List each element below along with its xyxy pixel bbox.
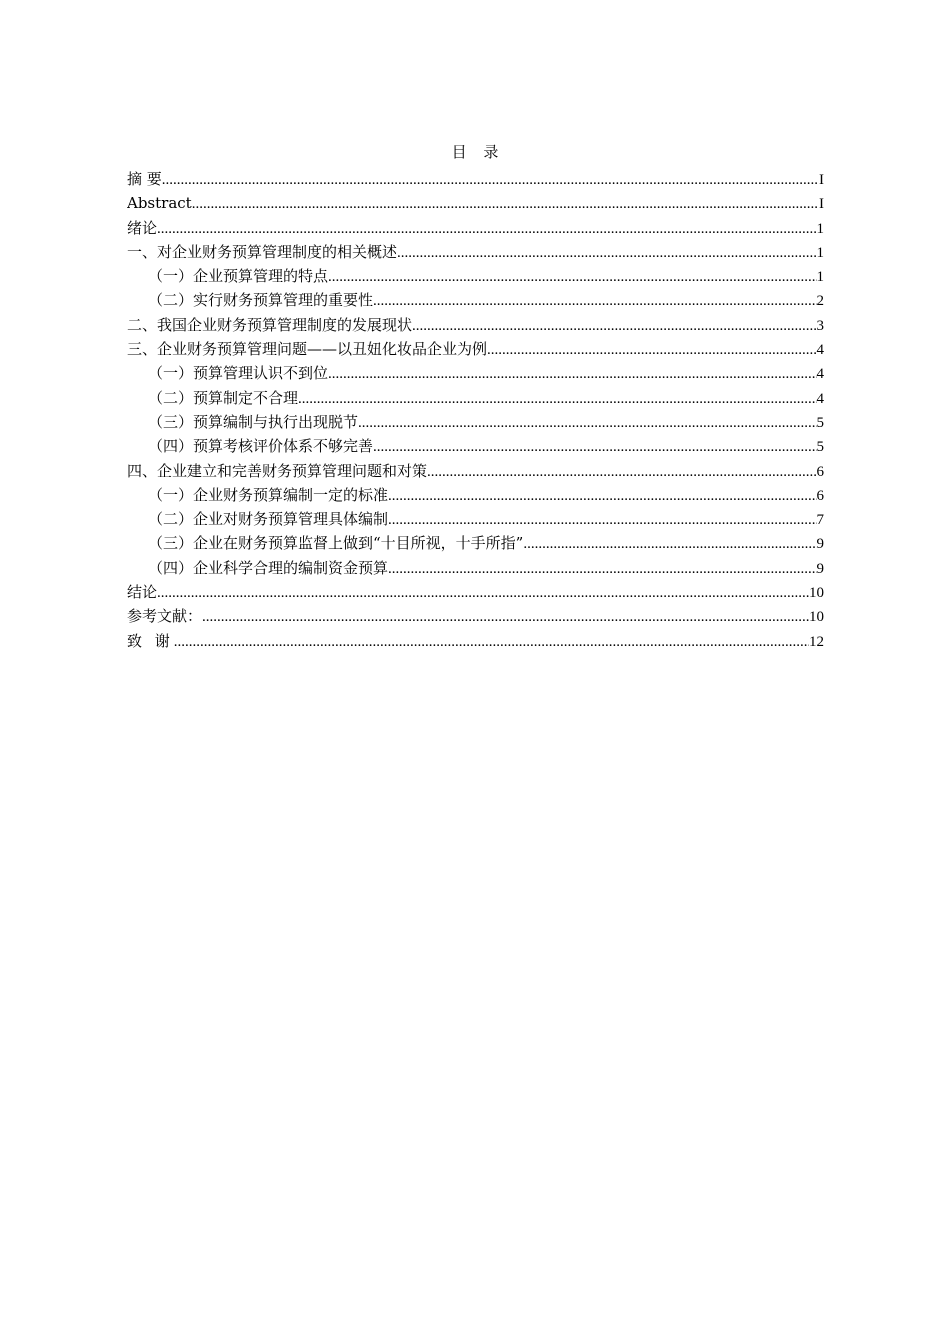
- toc-dot-leader: [157, 217, 816, 240]
- toc-title: 目 录: [451, 143, 505, 161]
- toc-entry-label: 三、企业财务预算管理问题——以丑妞化妆品企业为例: [127, 340, 488, 359]
- toc-dot-leader: [373, 289, 816, 312]
- toc-dot-leader: [298, 387, 816, 410]
- toc-entry-conclusion[interactable]: [127, 580, 824, 604]
- toc-dot-leader: [328, 265, 816, 288]
- toc-entry-page: 10: [809, 609, 824, 626]
- toc-entry-label: （一）企业预算管理的特点: [148, 267, 329, 286]
- toc-entry-page: 4: [816, 366, 824, 383]
- toc-entry-page: 9: [816, 560, 824, 577]
- toc-entry-page: 10: [809, 585, 824, 602]
- toc-dot-leader: [388, 508, 816, 531]
- toc-dot-leader: [397, 241, 816, 264]
- toc-entry-page: 1: [816, 269, 824, 286]
- toc-entry-section-4-3[interactable]: [127, 531, 824, 555]
- toc-entry-label: 一、对企业财务预算管理制度的相关概述: [127, 242, 398, 261]
- toc-entry-label: （一）企业财务预算编制一定的标准: [148, 485, 389, 504]
- toc-entry-section-4-1[interactable]: [127, 483, 824, 507]
- toc-entry-label: 二、我国企业财务预算管理制度的发展现状: [127, 315, 413, 334]
- toc-entry-page: 3: [816, 317, 824, 334]
- toc-entry-section-1-1[interactable]: [127, 264, 824, 288]
- toc-entry-page: 1: [816, 220, 824, 237]
- toc-dot-leader: [412, 314, 816, 337]
- toc-dot-leader: [427, 460, 816, 483]
- toc-entry-section-3-2[interactable]: [127, 386, 824, 410]
- toc-entry-references[interactable]: [127, 604, 824, 628]
- toc-entry-section-4-4[interactable]: [127, 556, 824, 580]
- toc-dot-leader: [487, 338, 816, 361]
- toc-dot-leader: [202, 605, 809, 628]
- toc-entry-page: I: [819, 172, 824, 188]
- toc-entry-label: （二）企业对财务预算管理具体编制: [148, 510, 389, 529]
- toc-entry-introduction[interactable]: [127, 216, 824, 240]
- toc-entry-label: 参考文献：: [127, 607, 203, 626]
- toc-dot-leader: [162, 168, 819, 191]
- toc-entry-label: （四）企业科学合理的编制资金预算: [148, 558, 389, 577]
- toc-entry-abstract-en[interactable]: [127, 191, 824, 215]
- toc-entry-section-3-3[interactable]: [127, 410, 824, 434]
- toc-entry-page: I: [819, 196, 824, 213]
- toc-entry-page: 6: [816, 463, 824, 480]
- toc-entry-label: Abstract: [127, 194, 192, 213]
- toc-entry-page: 2: [816, 293, 824, 310]
- toc-entry-section-1-2[interactable]: [127, 288, 824, 312]
- toc-entry-label: （四）预算考核评价体系不够完善: [148, 437, 374, 456]
- toc-entry-acknowledgements[interactable]: [127, 629, 824, 653]
- toc-entry-label: （二）预算制定不合理: [148, 388, 299, 407]
- toc-entry-chapter-1[interactable]: [127, 240, 824, 264]
- toc-entry-label: 四、企业建立和完善财务预算管理问题和对策: [127, 461, 428, 480]
- toc-dot-leader: [388, 484, 816, 507]
- toc-entry-page: 7: [816, 512, 824, 529]
- toc-entry-abstract-cn[interactable]: [127, 167, 824, 191]
- toc-dot-leader: [523, 532, 816, 555]
- toc-dot-leader: [373, 435, 816, 458]
- toc-entry-page: 5: [816, 439, 824, 456]
- toc-entry-label: 致 谢: [127, 631, 174, 650]
- toc-entry-label: 摘 要: [127, 170, 162, 188]
- toc-dot-leader: [192, 192, 819, 215]
- toc-entry-page: 4: [816, 342, 824, 359]
- toc-entry-label: （一）预算管理认识不到位: [148, 364, 329, 383]
- toc-dot-leader: [157, 581, 809, 604]
- toc-entry-chapter-2[interactable]: [127, 313, 824, 337]
- toc-dot-leader: [388, 557, 816, 580]
- toc-entry-section-4-2[interactable]: [127, 507, 824, 531]
- toc-entry-chapter-4[interactable]: [127, 459, 824, 483]
- toc-dot-leader: [328, 362, 816, 385]
- toc-dot-leader: [358, 411, 816, 434]
- toc-entry-page: 9: [816, 536, 824, 553]
- toc-entry-section-3-4[interactable]: [127, 434, 824, 458]
- toc-entry-section-3-1[interactable]: [127, 361, 824, 385]
- toc-entry-page: 6: [816, 487, 824, 504]
- toc-entry-page: 1: [816, 244, 824, 261]
- toc-entry-page: 4: [816, 390, 824, 407]
- toc-entry-label: （三）预算编制与执行出现脱节: [148, 412, 359, 431]
- toc-entry-label: （二）实行财务预算管理的重要性: [148, 291, 374, 310]
- toc-entry-label: 绪论: [127, 218, 158, 237]
- toc-entry-page: 12: [809, 633, 824, 650]
- toc-entry-chapter-3[interactable]: [127, 337, 824, 361]
- toc-entry-page: 5: [816, 414, 824, 431]
- toc-entry-label: 结论: [127, 583, 158, 602]
- table-of-contents: [127, 167, 824, 653]
- toc-dot-leader: [174, 630, 809, 653]
- toc-entry-label: （三）企业在财务预算监督上做到“十目所视，十手所指”: [148, 534, 524, 553]
